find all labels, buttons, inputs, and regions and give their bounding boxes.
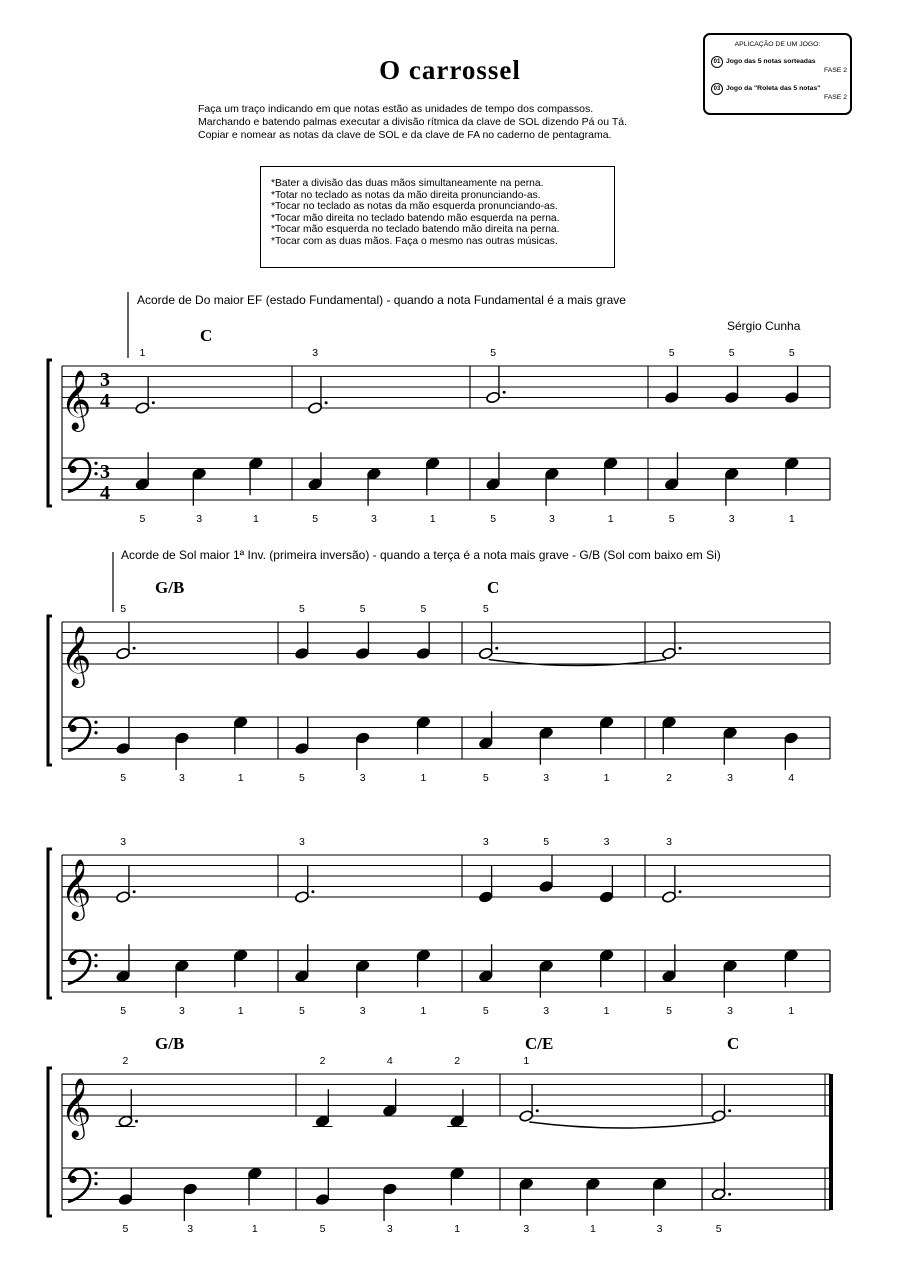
game-name: Jogo da "Roleta das 5 notas" bbox=[726, 85, 821, 92]
game-name: Jogo das 5 notas sorteadas bbox=[726, 58, 816, 65]
treble-clef: 𝄞 bbox=[60, 626, 92, 686]
finger-number: 3 bbox=[187, 1223, 194, 1235]
augmentation-dot bbox=[679, 890, 682, 893]
finger-number: 5 bbox=[298, 772, 305, 784]
instruction-line: Faça um traço indicando em que notas estão as unidades de tempo dos compassos. bbox=[198, 103, 594, 115]
bass-clef bbox=[68, 718, 98, 751]
bass-clef bbox=[68, 1169, 98, 1202]
bass-clef-dot bbox=[94, 462, 97, 465]
finger-number: 1 bbox=[523, 1055, 530, 1067]
finger-number: 4 bbox=[386, 1055, 393, 1067]
finger-number: 5 bbox=[319, 1223, 326, 1235]
finger-number: 1 bbox=[420, 1005, 427, 1017]
finger-number: 1 bbox=[788, 1005, 795, 1017]
finger-number: 3 bbox=[656, 1223, 663, 1235]
augmentation-dot bbox=[536, 1109, 539, 1112]
author: Sérgio Cunha bbox=[727, 319, 801, 333]
finger-number: 3 bbox=[312, 347, 319, 359]
finger-number: 5 bbox=[543, 836, 550, 848]
page-title: O carrossel bbox=[379, 55, 521, 85]
exercise-line: *Tocar mão direita no teclado batendo mão esquerda na perna. bbox=[271, 212, 560, 224]
finger-number: 3 bbox=[120, 836, 127, 848]
finger-number: 5 bbox=[668, 347, 675, 359]
bass-clef-dot bbox=[94, 1172, 97, 1175]
finger-number: 2 bbox=[454, 1055, 461, 1067]
game-application-title: APLICAÇÃO DE UM JOGO: bbox=[734, 41, 821, 48]
finger-number: 2 bbox=[319, 1055, 326, 1067]
section-label: Acorde de Sol maior 1ª Inv. (primeira inversão) - quando a terça é a nota mais grave - G/B (Sol com baixo em Si) bbox=[121, 548, 721, 562]
treble-clef: 𝄞 bbox=[60, 1078, 92, 1138]
game-phase: FASE 2 bbox=[823, 94, 847, 101]
finger-number: 3 bbox=[727, 772, 734, 784]
finger-number: 5 bbox=[482, 772, 489, 784]
bass-clef-curve bbox=[68, 718, 90, 751]
finger-number: 5 bbox=[482, 1005, 489, 1017]
system-bracket bbox=[48, 360, 52, 506]
finger-number: 3 bbox=[178, 1005, 185, 1017]
finger-number: 5 bbox=[312, 513, 319, 525]
instruction-line: Marchando e batendo palmas executar a divisão rítmica da clave de SOL dizendo Pá ou Tá. bbox=[198, 116, 628, 128]
finger-number: 3 bbox=[666, 836, 672, 848]
bass-clef-dot bbox=[94, 472, 97, 475]
finger-number: 5 bbox=[788, 347, 795, 359]
finger-number: 3 bbox=[386, 1223, 393, 1235]
finger-number: 5 bbox=[298, 603, 305, 615]
finger-number: 3 bbox=[543, 1005, 550, 1017]
system-bracket bbox=[48, 849, 52, 998]
finger-number: 3 bbox=[298, 836, 305, 848]
finger-number: 1 bbox=[603, 772, 610, 784]
instruction-line: Copiar e nomear as notas da clave de SOL e da clave de FA no caderno de pentagrama. bbox=[198, 129, 612, 141]
finger-number: 5 bbox=[298, 1005, 305, 1017]
finger-number: 5 bbox=[715, 1223, 722, 1235]
time-signature-bottom: 4 bbox=[100, 390, 110, 412]
exercise-line: *Tocar com as duas mãos. Faça o mesmo nas outras músicas. bbox=[271, 235, 558, 247]
exercise-line: *Tocar no teclado as notas da mão esquerda pronunciando-as. bbox=[271, 201, 558, 212]
treble-clef: 𝄞 bbox=[60, 859, 92, 919]
finger-number: 5 bbox=[120, 1005, 127, 1017]
finger-number: 3 bbox=[603, 836, 610, 848]
finger-number: 1 bbox=[454, 1223, 461, 1235]
bass-clef-dot bbox=[94, 1182, 97, 1185]
finger-number: 1 bbox=[788, 513, 795, 525]
bass-clef-head bbox=[69, 958, 76, 965]
finger-number: 5 bbox=[122, 1223, 129, 1235]
augmentation-dot bbox=[135, 1120, 138, 1123]
finger-number: 2 bbox=[666, 772, 672, 784]
augmentation-dot bbox=[325, 401, 328, 404]
finger-number: 5 bbox=[359, 603, 366, 615]
time-signature-top: 3 bbox=[100, 369, 110, 391]
finger-number: 1 bbox=[603, 1005, 610, 1017]
finger-number: 1 bbox=[237, 1005, 244, 1017]
chord-symbol: C bbox=[200, 326, 213, 345]
chord-symbol: G/B bbox=[155, 578, 185, 597]
finger-number: 5 bbox=[420, 603, 427, 615]
finger-number: 3 bbox=[482, 836, 489, 848]
finger-number: 1 bbox=[251, 1223, 258, 1235]
finger-number: 3 bbox=[196, 513, 203, 525]
bass-clef-head bbox=[69, 1176, 76, 1183]
chord-symbol: C bbox=[727, 1034, 740, 1053]
finger-number: 4 bbox=[788, 772, 795, 784]
bass-clef-dot bbox=[94, 721, 97, 724]
game-number-badge: 01 bbox=[711, 56, 723, 68]
bass-clef bbox=[68, 459, 98, 492]
exercise-line: *Bater a divisão das duas mãos simultaneamente na perna. bbox=[271, 178, 544, 189]
finger-number: 3 bbox=[728, 513, 735, 525]
finger-number: 1 bbox=[429, 513, 436, 525]
final-barline bbox=[829, 1074, 833, 1210]
bass-clef-dot bbox=[94, 954, 97, 957]
finger-number: 1 bbox=[252, 513, 259, 525]
finger-number: 5 bbox=[668, 513, 675, 525]
finger-number: 5 bbox=[490, 513, 497, 525]
finger-number: 3 bbox=[548, 513, 555, 525]
augmentation-dot bbox=[133, 647, 136, 650]
bass-clef-curve bbox=[68, 951, 90, 984]
finger-number: 3 bbox=[523, 1223, 530, 1235]
game-phase: FASE 2 bbox=[823, 67, 847, 74]
augmentation-dot bbox=[728, 1109, 731, 1112]
finger-number: 3 bbox=[359, 772, 366, 784]
finger-number: 1 bbox=[237, 772, 244, 784]
augmentation-dot bbox=[679, 647, 682, 650]
finger-number: 1 bbox=[589, 1223, 596, 1235]
section-label: Acorde de Do maior EF (estado Fundamental) - quando a nota Fundamental é a mais grave bbox=[137, 293, 626, 307]
game-number-badge: 03 bbox=[711, 83, 723, 95]
finger-number: 5 bbox=[120, 772, 127, 784]
finger-number: 3 bbox=[727, 1005, 734, 1017]
bass-clef-curve bbox=[68, 459, 90, 492]
finger-number: 1 bbox=[139, 347, 146, 359]
bass-clef-head bbox=[69, 466, 76, 473]
finger-number: 3 bbox=[370, 513, 377, 525]
augmentation-dot bbox=[152, 401, 155, 404]
finger-number: 5 bbox=[728, 347, 735, 359]
finger-number: 5 bbox=[139, 513, 146, 525]
augmentation-dot bbox=[495, 647, 498, 650]
finger-number: 3 bbox=[543, 772, 550, 784]
finger-number: 3 bbox=[359, 1005, 366, 1017]
bass-clef-curve bbox=[68, 1169, 90, 1202]
bass-clef-dot bbox=[94, 731, 97, 734]
augmentation-dot bbox=[728, 1193, 731, 1196]
finger-number: 3 bbox=[178, 772, 185, 784]
bass-clef bbox=[68, 951, 98, 984]
tie-curve bbox=[529, 1122, 715, 1128]
time-signature-top: 3 bbox=[100, 461, 110, 483]
bass-clef-head bbox=[69, 725, 76, 732]
augmentation-dot bbox=[133, 890, 136, 893]
finger-number: 5 bbox=[666, 1005, 672, 1017]
system-bracket bbox=[48, 616, 52, 765]
tie-curve bbox=[489, 660, 666, 666]
exercise-line: *Tocar mão esquerda no teclado batendo mão direita na perna. bbox=[271, 224, 560, 235]
chord-symbol: C bbox=[487, 578, 500, 597]
augmentation-dot bbox=[311, 890, 314, 893]
exercise-line: *Totar no teclado as notas da mão direita pronunciando-as. bbox=[271, 189, 541, 201]
bass-clef-dot bbox=[94, 964, 97, 967]
augmentation-dot bbox=[503, 391, 506, 394]
finger-number: 5 bbox=[490, 347, 497, 359]
system-bracket bbox=[48, 1068, 52, 1216]
finger-number: 1 bbox=[607, 513, 614, 525]
time-signature-bottom: 4 bbox=[100, 482, 110, 504]
chord-symbol: C/E bbox=[525, 1034, 554, 1053]
chord-symbol: G/B bbox=[155, 1034, 185, 1053]
treble-clef: 𝄞 bbox=[60, 370, 92, 430]
finger-number: 5 bbox=[120, 603, 127, 615]
finger-number: 2 bbox=[122, 1055, 129, 1067]
finger-number: 1 bbox=[420, 772, 427, 784]
finger-number: 5 bbox=[482, 603, 489, 615]
